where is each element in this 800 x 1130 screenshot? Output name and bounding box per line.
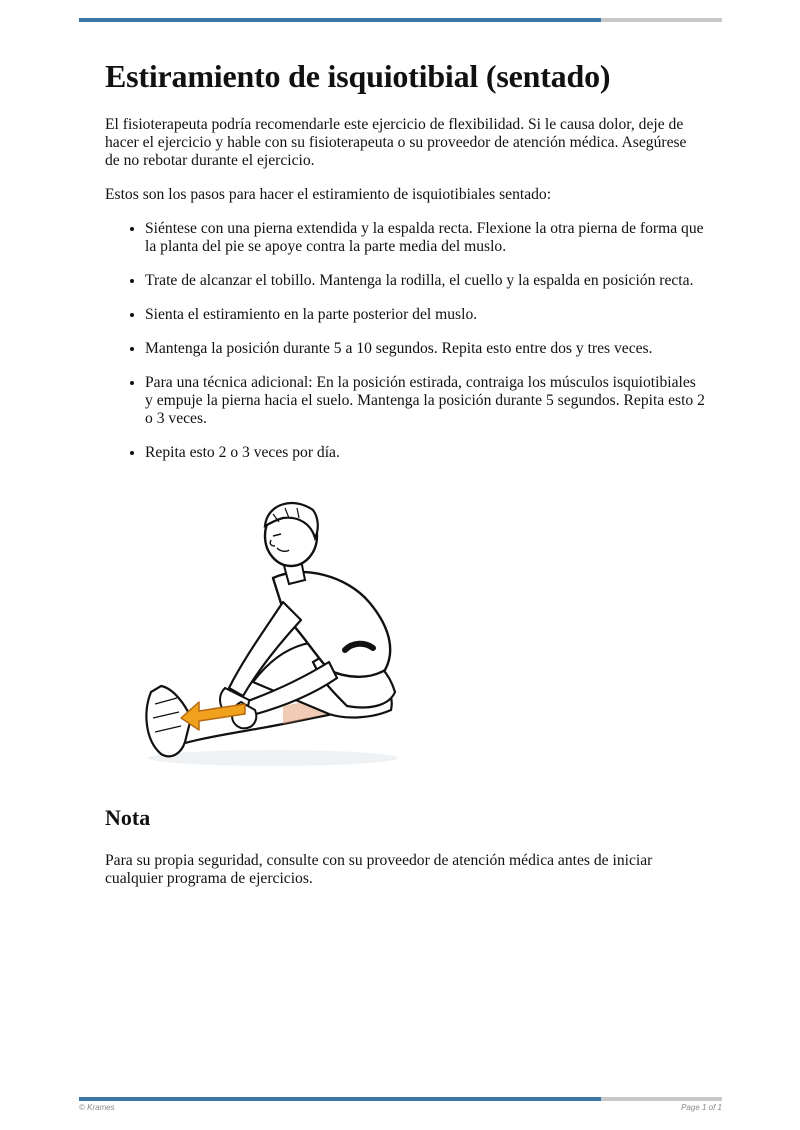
intro-paragraph: El fisioterapeuta podría recomendarle este ejercicio de flexibilidad. Si le causa dolor, deje de hacer el ejercicio y hable con su fisioterapeuta o su proveedor de atención médica. Asegúrese de no rebotar durante el ejercicio. [105,116,687,169]
footer-progress-bar [79,1097,722,1101]
footer-page-number: Page 1 of 1 [681,1103,722,1112]
list-item: • Siéntese con una pierna extendida y la espalda recta. Flexione la otra pierna de forma que la planta del pie se apoye contra la parte media del muslo. [145,220,705,256]
list-item: • Para una técnica adicional: En la posición estirada, contraiga los músculos isquiotibiales y empuje la pierna hacia el suelo. Mantenga la posición durante 5 segundos. Repita esto 2 o 3 veces. [145,374,705,428]
steps-list [105,220,705,462]
document-body [105,56,705,904]
header-progress-fill [79,18,601,22]
page-title: Estiramiento de isquiotibial (sentado) [105,58,611,94]
seated-hamstring-stretch-icon [133,492,423,782]
list-item: • Mantenga la posición durante 5 a 10 segundos. Repita esto entre dos y tres veces. [145,340,705,358]
list-item: • Trate de alcanzar el tobillo. Mantenga la rodilla, el cuello y la espalda en posición recta. [145,272,705,290]
list-item: • Sienta el estiramiento en la parte posterior del muslo. [145,306,705,324]
exercise-illustration [133,492,423,782]
footer-progress-fill [79,1097,601,1101]
note-paragraph: Para su propia seguridad, consulte con su proveedor de atención médica antes de iniciar cualquier programa de ejercicios. [105,852,653,887]
header-progress-bar [79,18,722,22]
footer-copyright: © Krames [79,1103,115,1112]
note-heading: Nota [105,805,151,830]
list-item: • Repita esto 2 o 3 veces por día. [145,444,705,462]
steps-intro: Estos son los pasos para hacer el estiramiento de isquiotibiales sentado: [105,186,552,203]
